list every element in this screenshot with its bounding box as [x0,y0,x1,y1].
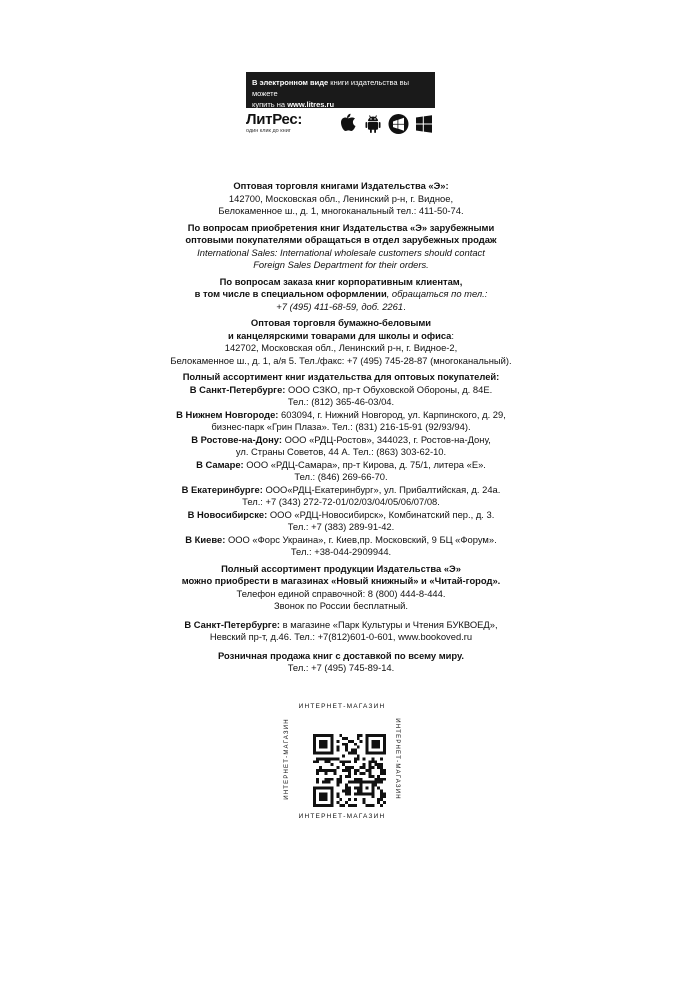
wholesale-section: Оптовая торговля книгами Издательства «Э»: 142700, Московская обл., Ленинский р-н, г. Видное, Белокаменное ш., д. 1, многоканальный тел.: 411-50-74. [218,180,464,216]
banner-line-2: купить на www.litres.ru [252,100,335,109]
banner-line-1: В электронном виде книги издательства вы можете [252,78,410,98]
city-entry: В Ростове-на-Дону: ООО «РДЦ-Ростов», 344023, г. Ростов-на-Дону, ул. Страны Советов, 44 А. Тел.: (863) 303-62-10. [191,433,491,457]
assortment-section: Полный ассортимент книг издательства для оптовых покупателей: В Санкт-Петербурге: ООО СЗКО, пр-т Обуховской Обороны, д. 84Е. Тел.: (812) 365-46-03/04. В Нижнем Новгороде: 603094, г. Нижний Новгород, ул. Карпинского, д. 29, бизнес-парк «Грин Плаза». Тел.: (831) 216-15-91 (92/93/94). В Ростове-на-Дону: ООО «РДЦ-Ростов», 344023, г. Ростов-на-Дону, ул. Страны Советов, 44 А. Тел.: (863) 303-62-10. В Самаре: ООО «РДЦ-Самара», пр-т Кирова, д. 75/1, литера «Е». Тел.: (846) 269-66-70. В Екатеринбурге: ООО«РДЦ-Екатеринбург», ул. Прибалтийская, д. 24а. Тел.: +7 (343) 272-72-01/02/03/04/05/06/07/08. В Новосибирске: ООО «РДЦ-Новосибирск», Комбинатский пер., д. 3. Тел.: +7 (383) 289-91-42. В Киеве: ООО «Форс Украина», г. Киев,пр. Московский, 9 БЦ «Форум». Тел.: +38-044-2909944. [100,371,582,559]
city-entry: В Новосибирске: ООО «РДЦ-Новосибирск», Комбинатский пер., д. 3. Тел.: +7 (383) 289-91-42. [187,508,495,532]
city-entry: В Екатеринбурге: ООО«РДЦ-Екатеринбург», ул. Прибалтийская, д. 24а. Тел.: +7 (343) 272-72-01/02/03/04/05/06/07/08. [181,483,501,507]
litres-row [246,112,436,136]
qr-label-top: ИНТЕРНЕТ-МАГАЗИН [298,703,386,710]
litres-banner [246,72,435,108]
city-entry: В Санкт-Петербурге: ООО СЗКО, пр-т Обуховской Обороны, д. 84Е. Тел.: (812) 365-46-03/04. [189,383,493,407]
corporate-phone: +7 (495) 411-68-59, доб. 2261 [276,300,404,312]
city-list [100,384,582,559]
city-entry: В Нижнем Новгороде: 603094, г. Нижний Новгород, ул. Карпинского, д. 29, бизнес-парк «Грин Плаза». Тел.: (831) 216-15-91 (92/93/94). [176,408,506,432]
litres-link[interactable]: www.litres.ru [287,100,335,109]
delivery-section: Розничная продажа книг с доставкой по всему миру. Тел.: +7 (495) 745-89-14. [217,649,465,673]
apple-icon [338,113,358,135]
retail-section: Полный ассортимент продукции Издательства «Э» можно приобрести в магазинах «Новый книжный» и «Читай-город». Телефон единой справочной: 8 (800) 444-8-444. Звонок по России бесплатный. [181,562,501,611]
spb-store-section: В Санкт-Петербурге: в магазине «Парк Культуры и Чтения БУКВОЕД», Невский пр-т, д.46. Тел.: +7(812)601-0-601, www.bookoved.ru [184,618,498,642]
stationery-section: Оптовая торговля бумажно-беловыми и канцелярскими товарами для школы и офиса: 142702, Московская обл., Ленинский р-н, г. Видное-2, Белокаменное ш., д. 1, а/я 5. Тел./факс: +7 (495) 745-28-87 (многоканальный). [170,317,512,366]
windows-phone-icon [388,113,409,135]
city-entry: В Киеве: ООО «Форс Украина», г. Киев,пр. Московский, 9 БЦ «Форум». Тел.: +38-044-2909944. [185,533,497,557]
city-entry: В Самаре: ООО «РДЦ-Самара», пр-т Кирова, д. 75/1, литера «Е». Тел.: (846) 269-66-70. [196,458,486,482]
litres-logo[interactable]: ЛитРес: один клик до книг [246,111,303,134]
qr-label-bottom: ИНТЕРНЕТ-МАГАЗИН [298,813,386,820]
qr-label-left: ИНТЕРНЕТ-МАГАЗИН [284,718,290,800]
qr-label-right: ИНТЕРНЕТ-МАГАЗИН [394,718,400,800]
foreign-sales-section: По вопросам приобретения книг Издательства «Э» зарубежными оптовыми покупателями обращаться в отдел зарубежных продаж International Sales: International wholesale customers should contact Foreign Sales Department for their orders. [185,221,497,270]
corporate-section: По вопросам заказа книг корпоративным клиентам, в том числе в специальном оформлении, обращаться по тел.: +7 (495) 411-68-59, доб. 2261. [194,275,488,312]
platform-icons [338,113,434,135]
qr-block [284,703,400,821]
qr-code[interactable] [313,734,386,807]
android-icon [363,113,383,135]
windows-icon [414,113,434,135]
imprint-text [100,180,582,679]
